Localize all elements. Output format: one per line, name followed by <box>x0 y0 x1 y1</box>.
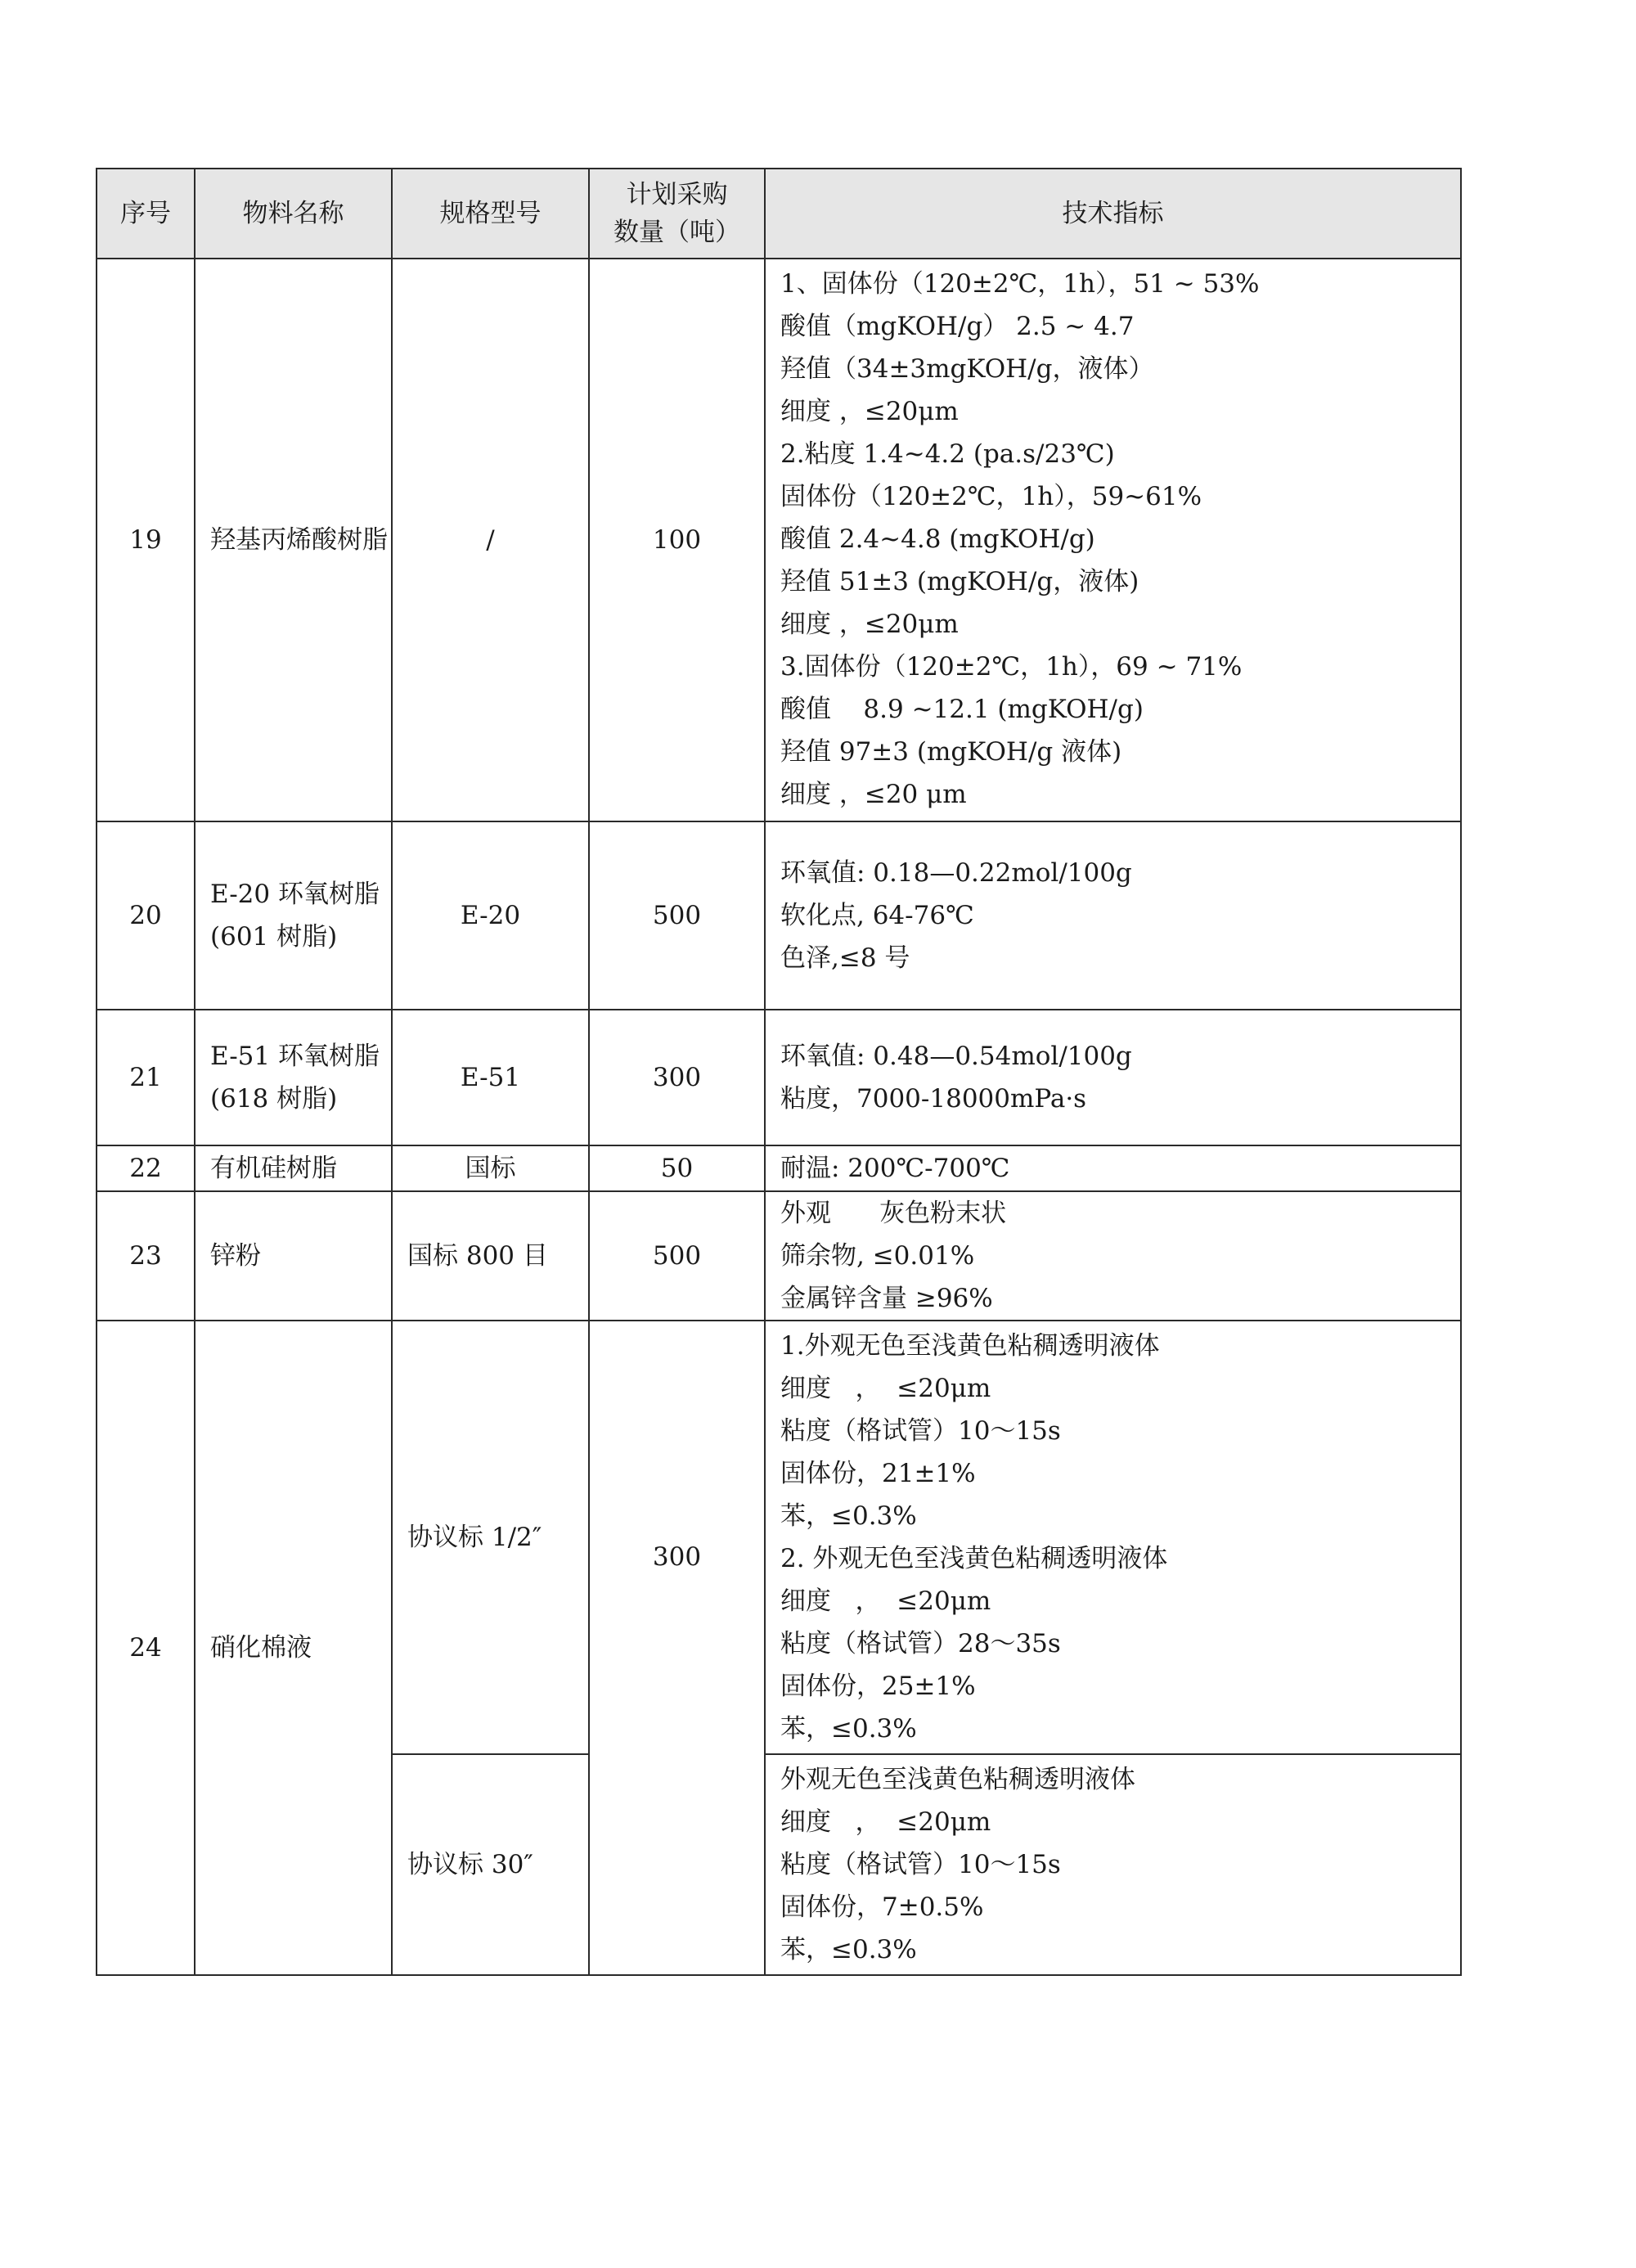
header-qty-line1: 计划采购 <box>626 180 728 209</box>
row-material-name: E-20 环氧树脂(601 树脂) <box>195 821 392 1010</box>
tech-line: 环氧值: 0.48—0.54mol/100g <box>780 1042 1132 1071</box>
row-technical-specs <box>765 1321 1461 1754</box>
tech-line: 细度 ，≤20 μm <box>780 780 967 809</box>
tech-line: 苯，≤0.3% <box>780 1935 917 1964</box>
row-quantity: 100 <box>589 259 765 821</box>
header-spec-model: 规格型号 <box>392 169 589 259</box>
tech-line: 筛余物, ≤0.01% <box>780 1241 975 1271</box>
row-quantity: 50 <box>589 1145 765 1191</box>
tech-line: 耐温: 200℃-700℃ <box>780 1154 1010 1183</box>
row-material-name: 羟基丙烯酸树脂 <box>195 259 392 821</box>
tech-line: 固体份（120±2℃，1h），59~61% <box>780 482 1202 511</box>
tech-line: 酸值 8.9 ~12.1 (mgKOH/g) <box>780 695 1144 724</box>
tech-line: 软化点, 64-76℃ <box>780 901 974 930</box>
row-spec-model: / <box>392 259 589 821</box>
header-qty-line2: 数量（吨） <box>614 218 740 247</box>
row-serial-no: 20 <box>97 821 195 1010</box>
tech-line: 3.固体份（120±2℃，1h），69 ~ 71% <box>780 652 1243 682</box>
row-material-name: E-51 环氧树脂(618 树脂) <box>195 1010 392 1145</box>
row-quantity-value: 300 <box>652 1542 702 1572</box>
tech-line: 苯，≤0.3% <box>780 1714 917 1744</box>
procurement-spec-table <box>96 168 1462 1976</box>
row-material-name: 锌粉 <box>195 1191 392 1321</box>
tech-line: 细度 ，≤20μm <box>780 397 959 426</box>
row-spec-model: 协议标 30″ <box>392 1754 589 1975</box>
tech-line: 金属锌含量 ≥96% <box>780 1284 993 1313</box>
tech-line: 羟值（34±3mgKOH/g，液体） <box>780 354 1154 384</box>
table-row <box>97 259 1461 821</box>
row-technical-specs <box>765 821 1461 1010</box>
table-row <box>97 821 1461 1010</box>
tech-line: 粘度，7000-18000mPa·s <box>780 1084 1087 1114</box>
row-technical-specs <box>765 1145 1461 1191</box>
row-technical-specs <box>765 1010 1461 1145</box>
row-technical-specs <box>765 259 1461 821</box>
table-row <box>97 1191 1461 1321</box>
tech-line: 2.粘度 1.4~4.2 (pa.s/23℃) <box>780 439 1115 469</box>
row-serial-no: 23 <box>97 1191 195 1321</box>
header-serial-no: 序号 <box>97 169 195 259</box>
tech-line: 色泽,≤8 号 <box>780 943 910 973</box>
tech-line: 细度 ， ≤20μm <box>780 1586 991 1616</box>
row-quantity: 500 <box>589 821 765 1010</box>
table-row <box>97 1321 1461 1754</box>
tech-line: 细度 ， ≤20μm <box>780 1807 991 1837</box>
tech-line: 2. 外观无色至浅黄色粘稠透明液体 <box>780 1544 1168 1573</box>
tech-line: 固体份，21±1% <box>780 1459 976 1488</box>
tech-line: 苯，≤0.3% <box>780 1501 917 1531</box>
tech-line: 羟值 51±3 (mgKOH/g，液体) <box>780 567 1139 596</box>
row-serial-no: 21 <box>97 1010 195 1145</box>
row-spec-model: E-20 <box>392 821 589 1010</box>
row-spec-model: 国标 <box>392 1145 589 1191</box>
tech-line: 酸值（mgKOH/g） 2.5 ~ 4.7 <box>780 312 1135 341</box>
header-technical-specs: 技术指标 <box>765 169 1461 259</box>
tech-line: 羟值 97±3 (mgKOH/g 液体) <box>780 737 1122 767</box>
tech-line: 粘度（格试管）28～35s <box>780 1629 1061 1658</box>
tech-line: 1.外观无色至浅黄色粘稠透明液体 <box>780 1331 1160 1361</box>
table-header-row <box>97 169 1461 259</box>
tech-line: 环氧值: 0.18—0.22mol/100g <box>780 858 1132 888</box>
tech-line: 固体份，7±0.5% <box>780 1892 984 1922</box>
row-quantity <box>589 1321 765 1975</box>
tech-line: 酸值 2.4~4.8 (mgKOH/g) <box>780 524 1095 554</box>
row-quantity: 500 <box>589 1191 765 1321</box>
tech-line: 细度 ， ≤20μm <box>780 1374 991 1403</box>
row-technical-specs <box>765 1754 1461 1975</box>
row-material-name: 硝化棉液 <box>195 1321 392 1975</box>
tech-line: 粘度（格试管）10～15s <box>780 1416 1061 1446</box>
tech-line: 细度 ，≤20μm <box>780 610 959 639</box>
table-row <box>97 1010 1461 1145</box>
row-technical-specs <box>765 1191 1461 1321</box>
row-serial-no: 22 <box>97 1145 195 1191</box>
tech-line: 外观无色至浅黄色粘稠透明液体 <box>780 1765 1135 1794</box>
tech-line: 粘度（格试管）10～15s <box>780 1850 1061 1879</box>
row-quantity: 300 <box>589 1010 765 1145</box>
row-spec-model: E-51 <box>392 1010 589 1145</box>
table-row <box>97 1145 1461 1191</box>
row-serial-no: 19 <box>97 259 195 821</box>
row-spec-model: 协议标 1/2″ <box>392 1321 589 1754</box>
row-material-name: 有机硅树脂 <box>195 1145 392 1191</box>
row-serial-no: 24 <box>97 1321 195 1975</box>
header-material-name: 物料名称 <box>195 169 392 259</box>
tech-line: 1、固体份（120±2℃，1h），51 ~ 53% <box>780 269 1260 299</box>
row-spec-model: 国标 800 目 <box>392 1191 589 1321</box>
header-planned-quantity <box>589 169 765 259</box>
tech-line: 外观 灰色粉末状 <box>780 1199 1007 1228</box>
tech-line: 固体份，25±1% <box>780 1672 976 1701</box>
